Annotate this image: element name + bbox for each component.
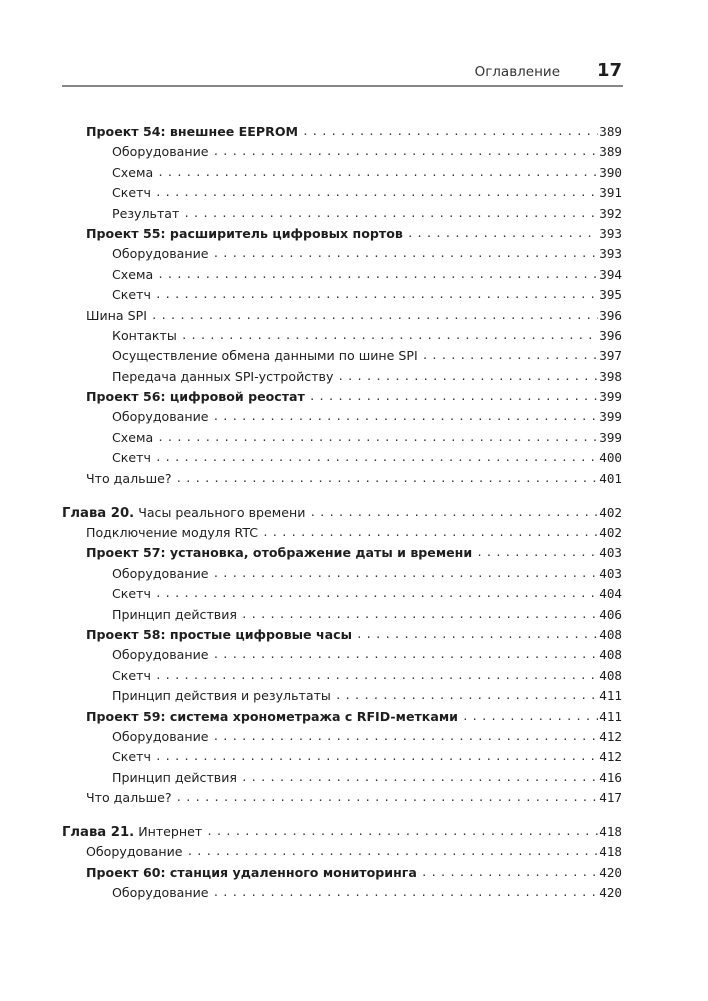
toc-entry-text: Оборудование	[112, 246, 209, 262]
dot-leader	[302, 122, 598, 142]
toc-entry-title	[86, 625, 356, 645]
toc-entry-text: Скетч	[112, 450, 151, 466]
toc-entry-title	[112, 428, 157, 448]
dot-leader	[422, 346, 599, 366]
toc-entry[interactable]	[62, 584, 622, 604]
toc-entry-page: 390	[599, 164, 622, 180]
toc-entry[interactable]	[62, 163, 622, 183]
toc-entry-text: Принцип действия	[112, 606, 237, 622]
dot-leader	[337, 367, 598, 387]
toc-entry-text: Скетч	[112, 287, 151, 303]
toc-entry[interactable]	[62, 407, 622, 427]
toc-entry-text: Схема	[112, 429, 154, 445]
toc-entry-page: 404	[599, 586, 622, 602]
toc-entry-text: Оборудование	[112, 647, 209, 663]
toc-entry-title	[112, 285, 155, 305]
toc-entry-title	[86, 707, 462, 727]
toc-entry-title	[112, 326, 181, 346]
toc-entry-page: 411	[599, 708, 622, 724]
toc-entry-page: 389	[599, 144, 622, 160]
toc-section	[62, 503, 622, 809]
dot-leader	[335, 686, 598, 706]
toc-entry-title	[86, 122, 302, 142]
toc-entry-text: Схема	[112, 164, 154, 180]
toc-entry-page: 406	[599, 606, 622, 622]
toc-entry-page: 420	[599, 885, 622, 901]
toc-entry-title	[112, 448, 155, 468]
toc-entry-title	[86, 523, 262, 543]
dot-leader	[155, 666, 598, 686]
toc-entry-text: Что дальше?	[86, 470, 172, 486]
toc-entry-page: 395	[599, 287, 622, 303]
toc-entry[interactable]	[62, 883, 622, 903]
toc-entry-page: 393	[599, 225, 622, 241]
toc-entry[interactable]	[62, 747, 622, 767]
toc-entry[interactable]	[62, 367, 622, 387]
toc-entry[interactable]	[62, 645, 622, 665]
dot-leader	[213, 564, 599, 584]
toc-entry-text: Принцип действия и результаты	[112, 688, 331, 704]
toc-entry[interactable]	[62, 564, 622, 584]
running-header-title: Оглавление	[474, 64, 560, 80]
toc-entry-title	[112, 265, 157, 285]
toc-entry-title	[86, 469, 176, 489]
toc-entry-text: Оборудование	[86, 844, 183, 860]
dot-leader	[157, 163, 598, 183]
toc-entry[interactable]	[62, 666, 622, 686]
toc-entry[interactable]	[62, 244, 622, 264]
toc-entry-page: 412	[599, 749, 622, 765]
toc-entry-page: 403	[599, 565, 622, 581]
dot-leader	[356, 625, 598, 645]
table-of-contents	[62, 122, 622, 917]
toc-entry-title	[112, 686, 335, 706]
toc-entry-text: Скетч	[112, 749, 151, 765]
toc-entry-text: Принцип действия	[112, 769, 237, 785]
toc-entry-page: 408	[599, 647, 622, 663]
toc-entry-page: 391	[599, 185, 622, 201]
toc-entry-text: Оборудование	[112, 565, 209, 581]
toc-entry-text: Проект 58: простые цифровые часы	[86, 626, 352, 642]
toc-entry-title	[112, 142, 213, 162]
toc-entry[interactable]	[62, 768, 622, 788]
toc-entry[interactable]	[62, 142, 622, 162]
dot-leader	[407, 224, 598, 244]
toc-entry[interactable]	[62, 469, 622, 489]
toc-entry-page: 402	[599, 504, 622, 520]
chapter-number: Глава 21.	[62, 825, 135, 841]
toc-entry[interactable]	[62, 788, 622, 808]
toc-entry-title	[112, 666, 155, 686]
toc-entry[interactable]	[62, 346, 622, 366]
toc-entry-page: 402	[599, 525, 622, 541]
toc-entry[interactable]	[62, 306, 622, 326]
toc-entry-text: Скетч	[112, 667, 151, 683]
toc-section	[62, 822, 622, 904]
toc-entry-title	[86, 863, 421, 883]
toc-entry-text: Оборудование	[112, 409, 209, 425]
toc-entry[interactable]	[62, 428, 622, 448]
toc-entry-text: Что дальше?	[86, 790, 172, 806]
toc-entry[interactable]	[62, 265, 622, 285]
toc-entry-page: 397	[599, 348, 622, 364]
toc-entry-title	[86, 306, 151, 326]
toc-entry-page: 420	[599, 864, 622, 880]
running-header	[62, 60, 622, 86]
toc-entry-title	[112, 244, 213, 264]
toc-entry-text: Проект 59: система хронометража с RFID-метками	[86, 708, 458, 724]
dot-leader	[462, 707, 598, 727]
toc-entry-text: Результат	[112, 205, 180, 221]
dot-leader	[262, 523, 598, 543]
dot-leader	[213, 883, 599, 903]
toc-entry-title	[112, 883, 213, 903]
toc-entry-text: Оборудование	[112, 728, 209, 744]
toc-entry[interactable]	[62, 448, 622, 468]
toc-entry-title	[112, 407, 213, 427]
toc-entry-title	[62, 822, 206, 842]
dot-leader	[309, 503, 598, 523]
dot-leader	[241, 768, 598, 788]
toc-entry[interactable]	[62, 183, 622, 203]
dot-leader	[157, 428, 598, 448]
toc-entry-title	[112, 605, 241, 625]
toc-entry-title	[112, 346, 422, 366]
toc-entry-text: Проект 55: расширитель цифровых портов	[86, 225, 403, 241]
dot-leader	[176, 788, 599, 808]
dot-leader	[213, 407, 599, 427]
dot-leader	[155, 747, 598, 767]
dot-leader	[176, 469, 599, 489]
toc-entry-title	[112, 204, 183, 224]
toc-entry-title	[112, 584, 155, 604]
dot-leader	[183, 204, 598, 224]
toc-entry-text: Передача данных SPI-устройству	[112, 368, 334, 384]
toc-entry-title	[112, 163, 157, 183]
dot-leader	[151, 306, 598, 326]
toc-entry-page: 403	[599, 545, 622, 561]
toc-entry[interactable]	[62, 523, 622, 543]
toc-entry-title	[112, 768, 241, 788]
toc-entry-title	[86, 788, 176, 808]
page-number: 17	[596, 60, 622, 81]
toc-entry-text: Интернет	[138, 824, 203, 840]
dot-leader	[213, 727, 599, 747]
toc-entry-page: 408	[599, 626, 622, 642]
toc-entry-text: Проект 54: внешнее EEPROM	[86, 124, 299, 139]
toc-entry[interactable]	[62, 387, 622, 407]
toc-entry-page: 411	[599, 688, 622, 704]
dot-leader	[421, 863, 598, 883]
toc-entry-page: 392	[599, 205, 622, 221]
toc-entry-text: Оборудование	[112, 885, 209, 901]
dot-leader	[241, 605, 598, 625]
dot-leader	[213, 244, 599, 264]
toc-entry-text: Оборудование	[112, 144, 209, 160]
toc-entry[interactable]	[62, 122, 622, 142]
dot-leader	[187, 842, 599, 862]
toc-entry[interactable]	[62, 625, 622, 645]
toc-entry-text: Проект 56: цифровой реостат	[86, 389, 305, 405]
toc-entry-title	[86, 387, 309, 407]
toc-entry-text: Схема	[112, 266, 154, 282]
dot-leader	[213, 645, 599, 665]
toc-entry-text: Осуществление обмена данными по шине SPI	[112, 348, 418, 364]
toc-entry-page: 399	[599, 389, 622, 405]
toc-entry-title	[86, 543, 476, 563]
toc-entry-text: Проект 57: установка, отображение даты и времени	[86, 545, 473, 561]
toc-entry-title	[112, 367, 337, 387]
toc-entry-text: Проект 60: станция удаленного мониторинга	[86, 864, 417, 880]
toc-entry-page: 408	[599, 667, 622, 683]
toc-entry[interactable]	[62, 842, 622, 862]
dot-leader	[155, 584, 598, 604]
dot-leader	[181, 326, 598, 346]
dot-leader	[476, 543, 598, 563]
toc-entry[interactable]	[62, 543, 622, 563]
toc-entry-text: Контакты	[112, 327, 177, 343]
chapter-number: Глава 20.	[62, 505, 135, 521]
toc-entry-page: 416	[599, 769, 622, 785]
toc-entry-page: 393	[599, 246, 622, 262]
toc-chapter-entry[interactable]	[62, 503, 622, 523]
dot-leader	[155, 183, 598, 203]
dot-leader	[155, 448, 598, 468]
toc-entry-title	[62, 503, 309, 523]
toc-entry[interactable]	[62, 686, 622, 706]
toc-entry[interactable]	[62, 707, 622, 727]
toc-entry[interactable]	[62, 204, 622, 224]
toc-entry-title	[112, 747, 155, 767]
toc-entry-text: Скетч	[112, 586, 151, 602]
toc-entry-page: 399	[599, 409, 622, 425]
header-rule	[62, 85, 623, 87]
toc-entry-title	[112, 645, 213, 665]
toc-entry-page: 417	[599, 790, 622, 806]
toc-entry-page: 394	[599, 266, 622, 282]
toc-entry-page: 418	[599, 844, 622, 860]
toc-section	[62, 122, 622, 489]
toc-entry-page: 396	[599, 307, 622, 323]
toc-entry-page: 399	[599, 429, 622, 445]
toc-entry-title	[112, 564, 213, 584]
toc-entry-title	[112, 183, 155, 203]
toc-entry-text: Скетч	[112, 185, 151, 201]
toc-entry-page: 400	[599, 450, 622, 466]
toc-entry[interactable]	[62, 863, 622, 883]
dot-leader	[157, 265, 598, 285]
toc-entry-text: Подключение модуля RTC	[86, 525, 259, 541]
toc-entry-page: 418	[599, 824, 622, 840]
toc-entry-text: Шина SPI	[86, 307, 147, 323]
toc-entry[interactable]	[62, 285, 622, 305]
toc-entry-page: 412	[599, 728, 622, 744]
dot-leader	[309, 387, 598, 407]
dot-leader	[206, 822, 598, 842]
toc-entry-title	[86, 224, 407, 244]
toc-entry[interactable]	[62, 326, 622, 346]
toc-entry-page: 396	[599, 327, 622, 343]
toc-entry[interactable]	[62, 224, 622, 244]
toc-entry-text: Часы реального времени	[138, 504, 306, 520]
toc-entry[interactable]	[62, 605, 622, 625]
toc-entry-title	[86, 842, 187, 862]
toc-chapter-entry[interactable]	[62, 822, 622, 842]
toc-entry[interactable]	[62, 727, 622, 747]
toc-entry-page: 389	[599, 124, 622, 139]
dot-leader	[155, 285, 598, 305]
toc-entry-page: 398	[599, 368, 622, 384]
toc-entry-page: 401	[599, 470, 622, 486]
toc-entry-title	[112, 727, 213, 747]
dot-leader	[213, 142, 599, 162]
